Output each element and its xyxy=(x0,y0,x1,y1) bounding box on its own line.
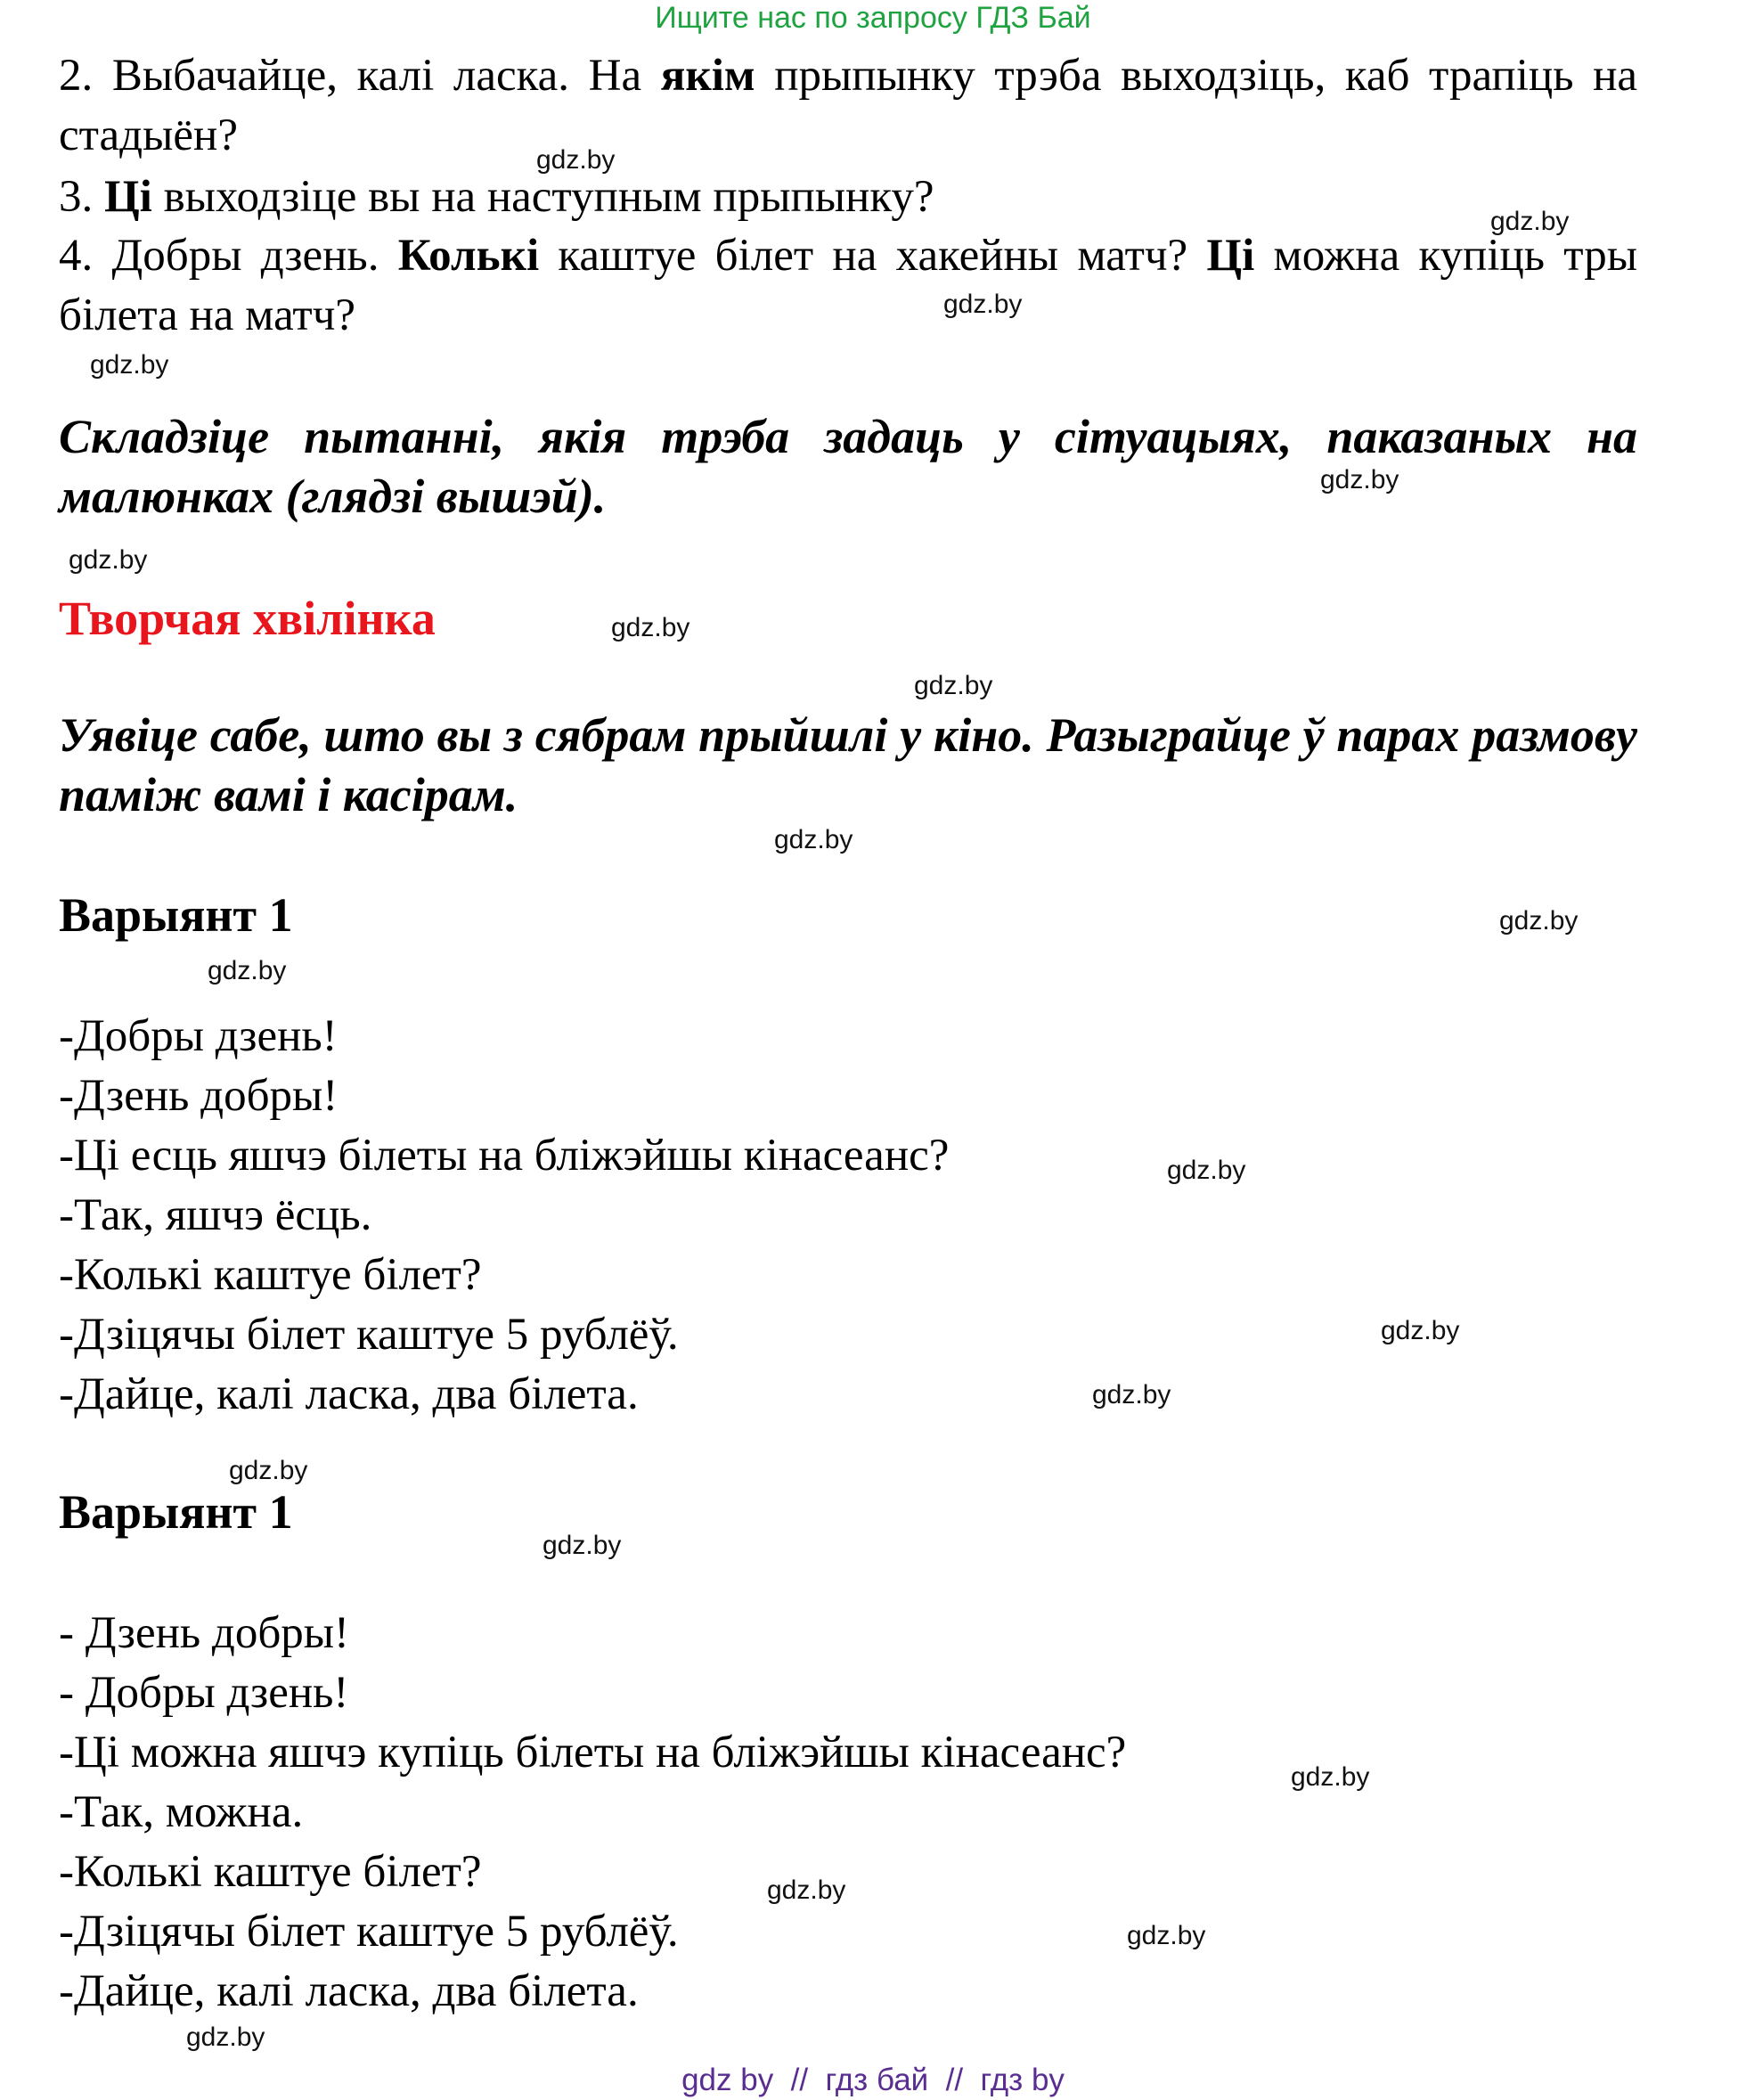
top-banner[interactable]: Ищите нас по запросу ГДЗ Бай xyxy=(655,1,1091,35)
watermark: gdz.by xyxy=(1381,1316,1460,1345)
dialogue-line: -Дзіцячы білет каштуе 5 рублёў. xyxy=(59,1310,679,1360)
dialogue-line: -Так, можна. xyxy=(59,1787,304,1837)
dialogue-line: -Ці есць яшчэ білеты на бліжэйшы кінасеанс? xyxy=(59,1131,950,1181)
question-item-3: 3. Ці выходзіце вы на наступным прыпынку? xyxy=(59,172,934,222)
dialogue-line: - Добры дзень! xyxy=(59,1668,349,1718)
dialogue-line: -Ці можна яшчэ купіць білеты на бліжэйшы кінасеанс? xyxy=(59,1728,1127,1777)
item-number: 2. xyxy=(59,51,94,101)
question-item-4: 4. Добры дзень. Колькі каштуе білет на хакейны матч? Ці можна купіць тры білета на матч? xyxy=(59,231,1637,340)
watermark: gdz.by xyxy=(943,290,1023,319)
watermark: gdz.by xyxy=(1092,1380,1171,1410)
dialogue-line: -Дайце, калі ласка, два білета. xyxy=(59,1966,639,2016)
watermark: gdz.by xyxy=(1490,207,1570,236)
watermark: gdz.by xyxy=(536,145,616,175)
dialogue-line: - Дзень добры! xyxy=(59,1608,350,1658)
dialogue-line: -Дзіцячы білет каштуе 5 рублёў. xyxy=(59,1907,679,1957)
watermark: gdz.by xyxy=(1167,1156,1246,1185)
watermark: gdz.by xyxy=(1499,906,1579,936)
item-number: 3. xyxy=(59,172,94,222)
variant-heading-1: Варыянт 1 xyxy=(59,888,293,942)
watermark: gdz.by xyxy=(208,956,287,985)
task-instruction-1: Складзіце пытанні, якія трэба задаць у сітуацыях, паказаных на малюнках (глядзі вышэй). xyxy=(59,410,1637,523)
watermark: gdz.by xyxy=(1291,1762,1370,1792)
dialogue-line: -Дайце, калі ласка, два білета. xyxy=(59,1369,639,1419)
watermark: gdz.by xyxy=(914,671,993,700)
creative-minute-heading: Творчая хвілінка xyxy=(59,592,436,645)
watermark: gdz.by xyxy=(1320,465,1399,494)
dialogue-line: -Добры дзень! xyxy=(59,1011,338,1061)
watermark: gdz.by xyxy=(611,613,690,642)
watermark: gdz.by xyxy=(90,350,169,380)
task-instruction-2: Уявіце сабе, што вы з сябрам прыйшлі у кіно. Разыграйце ў парах размову паміж вамі і касірам. xyxy=(59,708,1637,821)
watermark: gdz.by xyxy=(186,2022,265,2052)
dialogue-line: -Дзень добры! xyxy=(59,1071,339,1121)
question-item-2: 2. Выбачайце, калі ласка. На якім прыпынку трэба выходзіць, каб трапіць на стадыён? xyxy=(59,51,1637,160)
dialogue-line: -Так, яшчэ ёсць. xyxy=(59,1190,372,1240)
watermark: gdz.by xyxy=(774,825,853,854)
footer-links[interactable]: gdz by // гдз бай // гдз by xyxy=(681,2063,1065,2097)
watermark: gdz.by xyxy=(543,1531,622,1560)
watermark: gdz.by xyxy=(69,545,148,575)
watermark: gdz.by xyxy=(767,1875,846,1905)
variant-heading-2: Варыянт 1 xyxy=(59,1485,293,1539)
watermark: gdz.by xyxy=(229,1456,308,1485)
dialogue-line: -Колькі каштуе білет? xyxy=(59,1250,482,1300)
dialogue-line: -Колькі каштуе білет? xyxy=(59,1847,482,1897)
item-number: 4. xyxy=(59,231,94,281)
watermark: gdz.by xyxy=(1127,1921,1206,1950)
